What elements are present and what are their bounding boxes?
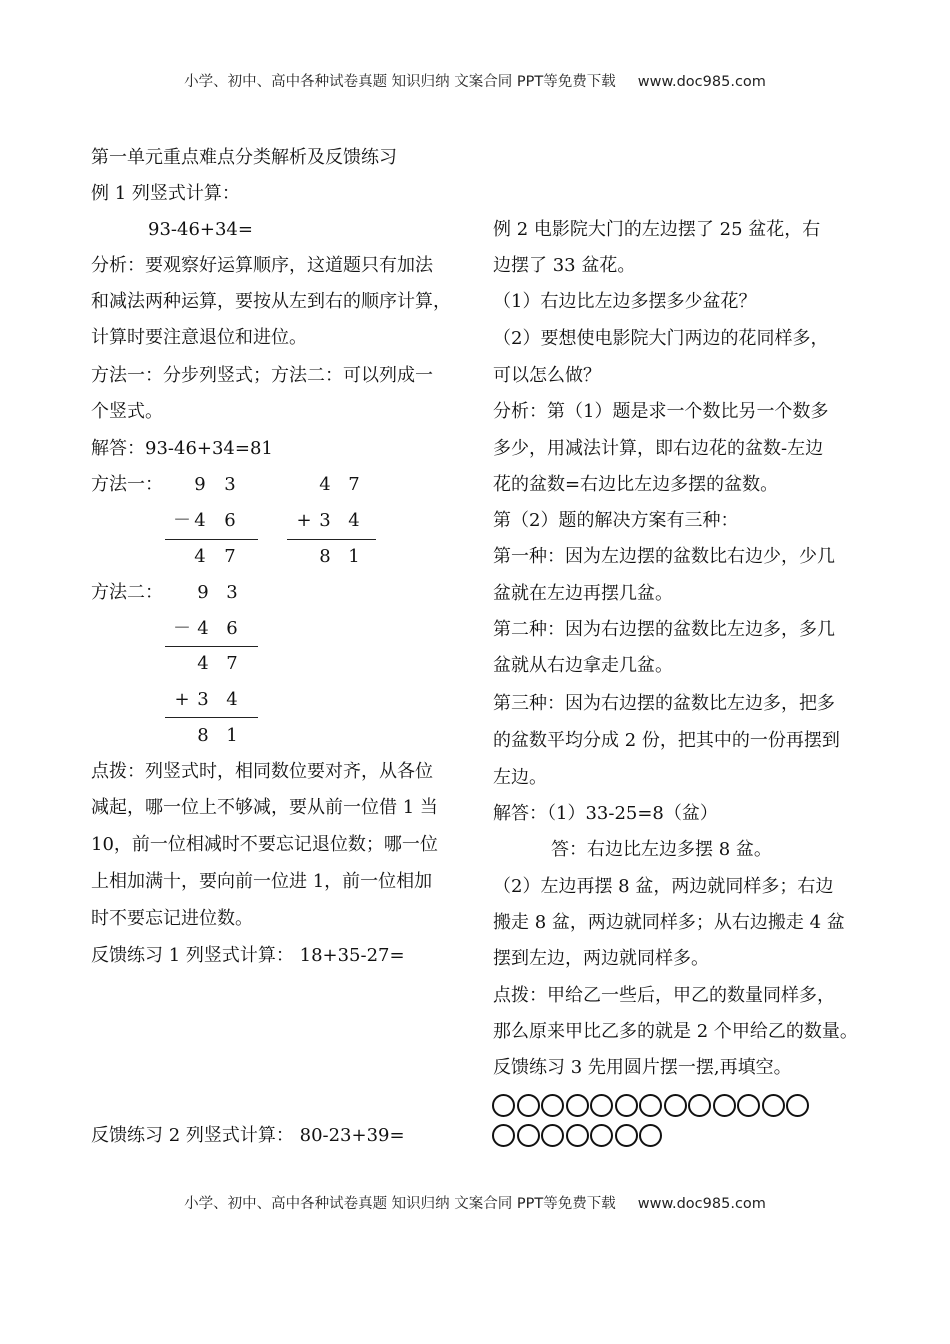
right-line: 点拨：甲给乙一些后，甲乙的数量同样多，	[493, 985, 835, 1006]
digit: 7	[348, 474, 360, 495]
header-text: 小学、初中、高中各种试卷真题 知识归纳 文案合同 PPT等免费下载	[184, 74, 616, 90]
right-line: 解答：（1）33-25=8（盆）	[493, 803, 718, 824]
right-line: 第一种：因为左边摆的盆数比右边少，少几	[493, 546, 835, 567]
example1-expression: 93-46+34=	[148, 219, 253, 240]
right-line: 分析：第（1）题是求一个数比另一个数多	[493, 401, 829, 422]
right-line: 第三种：因为右边摆的盆数比左边多，把多	[493, 693, 835, 714]
digit: 3	[224, 474, 236, 495]
footer-text: 小学、初中、高中各种试卷真题 知识归纳 文案合同 PPT等免费下载	[184, 1196, 616, 1212]
right-line: 盆就从右边拿走几盆。	[493, 655, 673, 676]
right-line: 第（2）题的解决方案有三种：	[493, 510, 739, 531]
right-line: 第二种：因为右边摆的盆数比左边多，多几	[493, 619, 835, 640]
digit: 3	[319, 510, 331, 531]
answer-line: 解答：93-46+34=81	[91, 438, 273, 459]
circle-piece	[590, 1094, 613, 1117]
feedback-exercise-2: 反馈练习 2 列竖式计算： 80-23+39=	[91, 1125, 405, 1146]
right-line: 例 2 电影院大门的左边摆了 25 盆花，右	[493, 219, 821, 240]
digit: 4	[197, 618, 209, 639]
circle-piece	[737, 1094, 760, 1117]
circle-piece	[688, 1094, 711, 1117]
operator-minus: －	[173, 510, 191, 531]
operator-plus: +	[296, 510, 312, 531]
analysis-line: 分析：要观察好运算顺序，这道题只有加法	[91, 255, 433, 276]
right-line: 花的盆数=右边比左边多摆的盆数。	[493, 474, 779, 495]
operator-minus: －	[173, 618, 191, 639]
right-line: （2）要想使电影院大门两边的花同样多，	[493, 328, 829, 349]
digit: 4	[197, 653, 209, 674]
circles-row-2	[492, 1124, 662, 1147]
circles-row-1	[492, 1094, 809, 1117]
analysis-line: 和减法两种运算，要按从左到右的顺序计算，	[91, 291, 451, 312]
tips-line: 减起，哪一位上不够减，要从前一位借 1 当	[91, 797, 438, 818]
digit: 4	[348, 510, 360, 531]
tips-line: 10，前一位相减时不要忘记退位数；哪一位	[91, 834, 438, 855]
circle-piece	[566, 1124, 589, 1147]
right-line: （2）左边再摆 8 盆，两边就同样多；右边	[493, 876, 834, 897]
right-line: 左边。	[493, 767, 547, 788]
methods-line: 个竖式。	[91, 401, 163, 422]
page-footer	[0, 1192, 950, 1213]
right-line: 反馈练习 3 先用圆片摆一摆,再填空。	[493, 1057, 792, 1078]
digit: 3	[197, 689, 209, 710]
digit: 1	[348, 546, 360, 567]
method2-label: 方法二：	[91, 582, 163, 603]
circle-piece	[639, 1124, 662, 1147]
page-header	[0, 70, 950, 91]
digit: 4	[319, 474, 331, 495]
circle-piece	[713, 1094, 736, 1117]
methods-line: 方法一：分步列竖式；方法二：可以列成一	[91, 365, 433, 386]
circle-piece	[786, 1094, 809, 1117]
header-site: www.doc985.com	[637, 74, 766, 90]
circle-piece	[615, 1094, 638, 1117]
circle-piece	[541, 1124, 564, 1147]
digit: 7	[226, 653, 238, 674]
tips-line: 点拨：列竖式时，相同数位要对齐，从各位	[91, 761, 433, 782]
tips-line: 时不要忘记进位数。	[91, 908, 253, 929]
digit: 4	[194, 546, 206, 567]
circle-piece	[615, 1124, 638, 1147]
circle-piece	[541, 1094, 564, 1117]
example1-label: 例 1 列竖式计算：	[91, 183, 240, 204]
circle-piece	[566, 1094, 589, 1117]
circle-piece	[517, 1094, 540, 1117]
calc-line	[165, 539, 258, 540]
digit: 8	[319, 546, 331, 567]
digit: 9	[197, 582, 209, 603]
right-line: 可以怎么做？	[493, 365, 601, 386]
circle-piece	[492, 1094, 515, 1117]
calc-line	[165, 717, 258, 718]
right-line: 那么原来甲比乙多的就是 2 个甲给乙的数量。	[493, 1021, 858, 1042]
right-line: 盆就在左边再摆几盆。	[493, 583, 673, 604]
circle-piece	[664, 1094, 687, 1117]
right-line: 的盆数平均分成 2 份，把其中的一份再摆到	[493, 730, 840, 751]
digit: 6	[226, 618, 238, 639]
digit: 4	[194, 510, 206, 531]
circle-piece	[590, 1124, 613, 1147]
right-line: 摆到左边，两边就同样多。	[493, 948, 709, 969]
digit: 4	[226, 689, 238, 710]
digit: 6	[224, 510, 236, 531]
right-line: 多少，用减法计算，即右边花的盆数-左边	[493, 438, 824, 459]
digit: 7	[224, 546, 236, 567]
tips-line: 上相加满十，要向前一位进 1，前一位相加	[91, 871, 433, 892]
right-line: （1）右边比左边多摆多少盆花？	[493, 291, 757, 312]
feedback-exercise-1: 反馈练习 1 列竖式计算： 18+35-27=	[91, 945, 405, 966]
circle-piece	[492, 1124, 515, 1147]
right-line: 答：右边比左边多摆 8 盆。	[551, 839, 772, 860]
digit: 1	[226, 725, 238, 746]
method1-label: 方法一：	[91, 474, 163, 495]
analysis-line: 计算时要注意退位和进位。	[91, 327, 307, 348]
operator-plus: +	[174, 689, 190, 710]
footer-site: www.doc985.com	[637, 1196, 766, 1212]
calc-line	[287, 539, 376, 540]
right-line: 边摆了 33 盆花。	[493, 255, 636, 276]
circle-piece	[517, 1124, 540, 1147]
digit: 8	[197, 725, 209, 746]
right-line: 搬走 8 盆，两边就同样多；从右边搬走 4 盆	[493, 912, 845, 933]
circle-piece	[762, 1094, 785, 1117]
digit: 9	[194, 474, 206, 495]
digit: 3	[226, 582, 238, 603]
page-title: 第一单元重点难点分类解析及反馈练习	[91, 147, 397, 168]
circle-piece	[639, 1094, 662, 1117]
calc-line	[165, 646, 258, 647]
